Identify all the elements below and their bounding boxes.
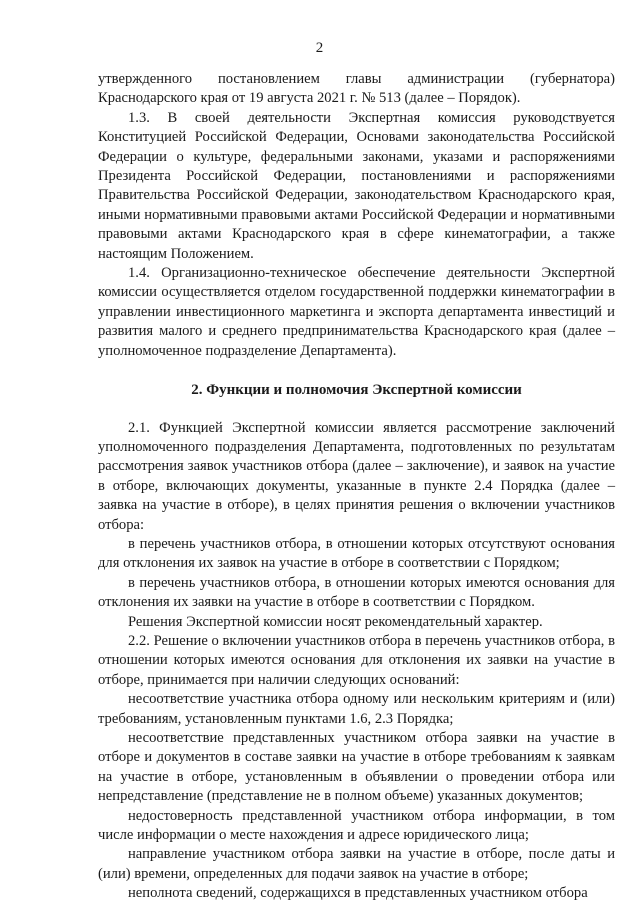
list-item: направление участником отбора заявки на участие в отборе, после даты и (или) времени, определенных для подачи заявок на участие в отборе;	[98, 846, 615, 882]
list-item: в перечень участников отбора, в отношении которых имеются основания для отклонения их заявки на участие в отборе в соответствии с Порядком.	[98, 574, 615, 611]
paragraph-2-2: 2.2. Решение о включении участников отбора в перечень участников отбора, в отношении которых имеются основания для отклонения их заявки на участие в отборе, принимается при наличии следующих оснований:	[98, 632, 615, 688]
list-item: в перечень участников отбора, в отношении которых отсутствуют основания для отклонения их заявок на участие в отборе в соответствии с Порядком;	[98, 535, 615, 572]
paragraph-2-1: 2.1. Функцией Экспертной комиссии является рассмотрение заключений уполномоченного подразделения Департамента, подготовленных по результатам рассмотрения заявок участников отбора (далее – заключение), и заявок на участие в отборе, включающих документы, указанные в пункте 2.4 Порядка (далее – заявка на участие в отборе), в целях принятия решения о включении участников отбора:	[98, 419, 615, 533]
list-item: несоответствие участника отбора одному или нескольким критериям и (или) требованиям, установленным пунктами 1.6, 2.3 Порядка;	[98, 691, 615, 727]
document-body	[98, 70, 615, 904]
list-item: несоответствие представленных участником отбора заявки на участие в отборе и документов в составе заявки на участие в отборе требованиям к заявкам на участие в отборе, установленным в объявлении о проведении отбора или непредставление (представление не в полном объеме) указанных документов;	[98, 730, 615, 805]
list-item: недостоверность представленной участником отбора информации, в том числе информации о месте нахождения и адресе юридического лица;	[98, 807, 615, 844]
paragraph-1-4: 1.4. Организационно-техническое обеспечение деятельности Экспертной комиссии осуществляется отделом государственной поддержки кинематографии в управлении инвестиционного маркетинга и экспорта департамента инвестиций и развития малого и среднего предпринимательства Краснодарского края (далее – уполномоченное подразделение Департамента).	[98, 265, 615, 359]
paragraph-continuation: утвержденного постановлением главы администрации (губернатора) Краснодарского края от 19 августа 2021 г. № 513 (далее – Порядок).	[98, 71, 615, 107]
paragraph-decisions-note: Решения Экспертной комиссии носят рекомендательный характер.	[128, 613, 543, 630]
paragraph-1-3: 1.3. В своей деятельности Экспертная комиссия руководствуется Конституцией Российской Федерации, Основами законодательства Российской Федерации о культуре, федеральными законами, указами и распоряжениями Президента Российской Федерации, постановлениями и распоряжениями Правительства Российской Федерации, законодательством Краснодарского края, иными нормативными правовыми актами Российской Федерации и нормативными правовыми актами Краснодарского края в сфере кинематографии, а также настоящим Положением.	[98, 109, 615, 262]
section-heading: 2. Функции и полномочия Экспертной комиссии	[191, 382, 522, 399]
page-number: 2	[315, 40, 324, 56]
list-item: неполнота сведений, содержащихся в представленных участником отбора	[128, 885, 588, 902]
